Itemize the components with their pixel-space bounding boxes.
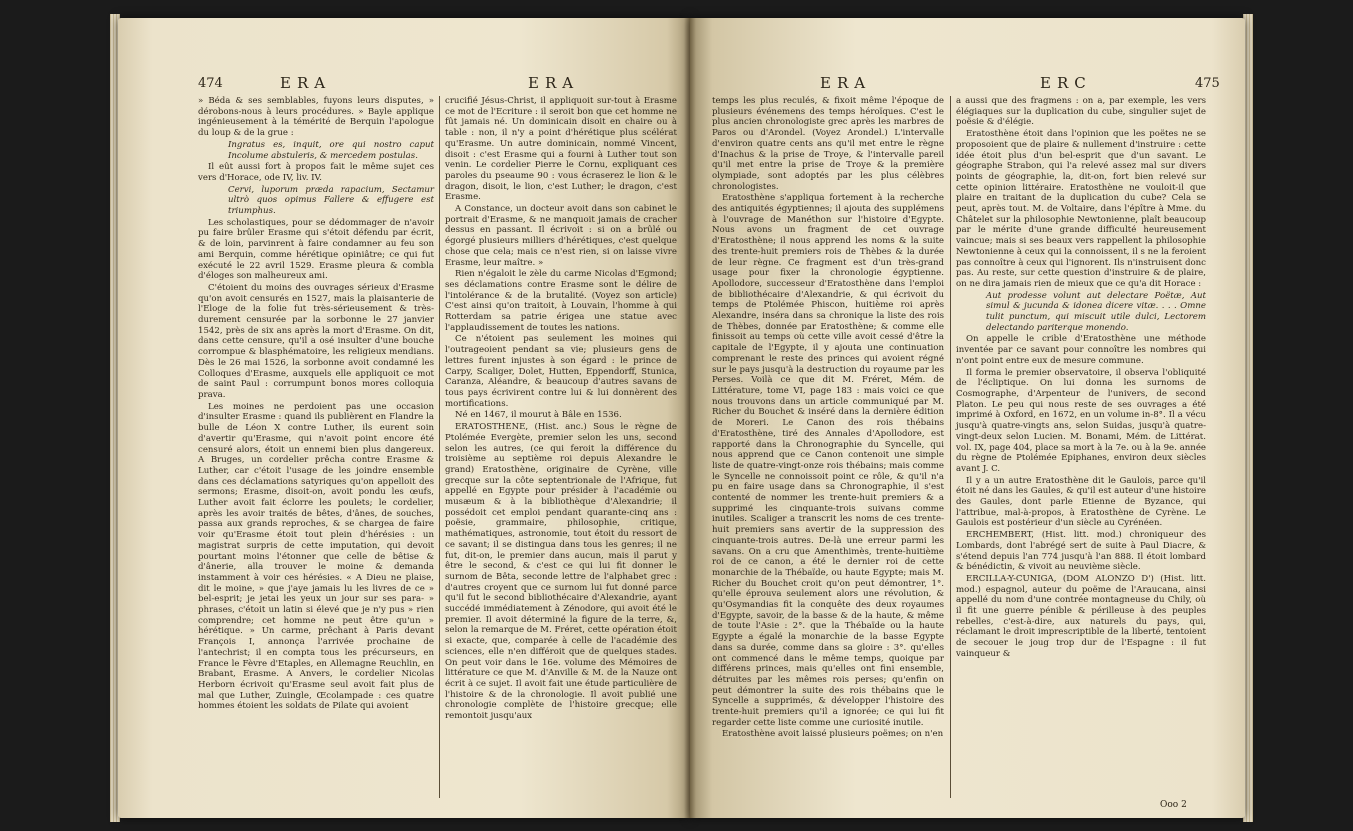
right-column-1: [712, 96, 944, 808]
paragraph: Rien n'égaloit le zèle du carme Nicolas d'Egmond; ses déclamations contre Erasme sont le délire de l'intolérance & de la brutalité. (Voyez son article) C'est ainsi qu'on traitoit, à Louvain, l'homme à qui Rotterdam sa patrie érigea une statue avec l'applaudissement de toutes les nations.: [445, 269, 677, 333]
left-header-col2: ERA: [528, 74, 580, 92]
paragraph: a aussi que des fragmens : on a, par exemple, les vers élégiaques sur la duplication du cube, singulier sujet de poësie & d'élégie.: [956, 96, 1206, 128]
right-page-number: 475: [1195, 76, 1220, 91]
column-rule: [950, 96, 951, 798]
paragraph: Les moines ne perdoient pas une occasion d'insulter Erasme : quand ils publièrent en Flandre la bulle de Léon X contre Luther, ils eurent soin d'avertir qu'Erasme, qui n'avoit point encore été censuré alors, étoit un ennemi bien plus dangereux. A Bruges, un cordelier prêcha contre Erasme & Luther, car c'étoit l'usage de les joindre ensemble dans ces déclamations satyriques qu'on appelloit des sermons; Erasme, disoit-on, avoit pondu les œufs, Luther avoit fait éclorre les poulets; le cordelier, après les avoir traités de bêtes, d'ânes, de souches, passa aux grands reproches, & se chargea de faire voir qu'Erasme étoit tout plein d'hérésies : un magistrat surpris de cette imputation, qui devoit pourtant moins l'étonner que celle de bêtise & d'ânerie, alla trouver le moine & demanda instamment à voir ces hérésies. « A Dieu ne plaise, dit le moine, » que j'aye jamais lu les livres de ce » bel-esprit; je jetai les yeux un jour sur ses para- » phrases, c'étoit un latin si élevé que je n'y pus » rien comprendre; cet homme ne peut être qu'un » hérétique. » Un carme, prêchant à Paris devant François I, annonça l'arrivée prochaine de l'antechrist; il en compta tous les précurseurs, en France le Fèvre d'Etaples, en Allemagne Reuchlin, en Brabant, Erasme. A Anvers, le cordelier Nicolas Herborn écrivoit qu'Erasme seul avoit fait plus de mal que Luther, Zuingle, Œcolampade : ces quatre hommes étoient les soldats de Pilate qui avoient: [198, 401, 434, 712]
right-header-col1: ERA: [820, 74, 872, 92]
left-header-col1: ERA: [280, 74, 332, 92]
paragraph: Né en 1467, il mourut à Bâle en 1536.: [455, 410, 622, 421]
right-column-2: [956, 96, 1206, 796]
paragraph: ERCILLA-Y-CUNIGA, (DOM ALONZO D') (Hist. litt. mod.) espagnol, auteur du poëme de l'Araucana, ainsi appellé du nom d'une contrée montagneuse du Chily, où il fit une guerre pénible & périlleuse à des peuples rebelles, c'est-à-dire, aux naturels du pays, qui, réclamant le droit imprescriptible de la liberté, tentoient de secouer le joug trop dur de l'Espagne : il fut vainqueur &: [956, 573, 1206, 659]
paragraph: Eratosthène s'appliqua fortement à la recherche des antiquités égyptiennes; il ajouta des supplémens à l'ouvrage de Manéthon sur l'histoire d'Egypte. Nous avons un fragment de cet ouvrage d'Eratosthène; il nous apprend les noms & la suite des trente-huit premiers rois de Thèbes & la durée de leur règne. Ce fragment est d'un très-grand usage pour fixer la chronologie égyptienne. Apollodore, successeur d'Eratosthène dans l'emploi de bibliothécaire d'Alexandrie, & qui écrivoit du temps de Ptolémée Phiscon, huitième roi après Alexandre, inséra dans sa chronique la liste des rois de Thèbes, donnée par Eratosthène; & comme elle finissoit au temps où cette ville avoit cessé d'être la capitale de l'Egypte, il y ajouta une continuation comprenant le reste des princes qui avoient régné sur le pays jusqu'à la destruction du royaume par les Perses. Voilà ce que dit M. Fréret, Mém. de Littérature, tome VI, page 183 : mais voici ce que nous trouvons dans un article communiqué par M. Richer du Bouchet & inséré dans la dernière édition de Moreri. Le Canon des rois thébains d'Eratosthène, tiré des Annales d'Apollodore, est rapporté dans la Chronographie du Syncelle, qui nous apprend que ce Canon contenoit une simple liste de quatre-vingt-onze rois thébains; mais comme le Syncelle ne connoissoit point ce rôle, & qu'il n'a pu en faire usage dans sa Chronographie, il s'est contenté de nommer les trente-huit premiers & a supprimé les cinquante-trois suivans comme inutiles. Scaliger a transcrit les noms de ces trente-huit premiers sans avertir de la suppression des cinquante-trois autres. De-là une erreur parmi les savans. On a cru que Amenthimès, trente-huitième roi de ce canon, a été le dernier roi de cette monarchie de la Thébaïde, ou haute Egypte; mais M. Richer du Bouchet croit qu'on peut démontrer, 1°. qu'elle éprouva seulement alors une révolution, & qu'Osymandias fit la conquête des deux royaumes d'Egypte, savoir, de la basse & de la haute, & même de toute l'Asie : 2°. que la Thébaïde ou la haute Egypte a égalé la monarchie de la basse Egypte dans sa durée, comme dans sa gloire : 3°. qu'elles ont commencé dans le même temps, quoique par différens princes, mais qu'elles ont fini ensemble, détruites par les mêmes rois perses; qu'enfin on peut démontrer la suite des rois thébains que le Syncelle a supprimés, & développer l'histoire des trente-huit premiers qu'il a ignorée; ce qui lui fit regarder cette liste comme une curiosité inutile.: [712, 193, 944, 728]
book-gutter: [684, 18, 696, 818]
left-column-1: [198, 96, 434, 808]
left-page: [118, 18, 690, 818]
paragraph: ERCHEMBERT, (Hist. litt. mod.) chroniqueur des Lombards, dont l'abrégé sert de suite à Paul Diacre, & s'étend depuis l'an 774 jusqu'à l'an 888. Il étoit lombard & bénédictin, & vivoit au neuvième siècle.: [956, 530, 1206, 573]
paragraph: » Béda & ses semblables, fuyons leurs disputes, » dérobons-nous à leurs procédures. » Bayle applique ingénieusement à la témérité de Berquin l'apologue du loup & de la grue :: [198, 96, 434, 139]
paragraph: Ce n'étoient pas seulement les moines qui l'outrageoient pendant sa vie; plusieurs gens de lettres furent injustes à son égard : le prince de Carpy, Scaliger, Dolet, Hutten, Eppendorff, Stunica, Caranza, Aléandre, & beaucoup d'autres savans de tous pays écrivirent contre lui & lui donnèrent des mortifications.: [445, 334, 677, 409]
paragraph: Il eût aussi fort à propos fait le même sujet ces vers d'Horace, ode IV, liv. IV.: [198, 162, 434, 183]
paragraph: Eratosthène avoit laissé plusieurs poëmes; on n'en: [722, 729, 944, 740]
signature-mark: Ooo 2: [1160, 800, 1187, 810]
right-page: [690, 18, 1245, 818]
paragraph: C'étoient du moins des ouvrages sérieux d'Erasme qu'on avoit censurés en 1527, mais la plaisanterie de l'Eloge de la folie fut très-sérieusement & très-durement censurée par la sorbonne le 27 janvier 1542, près de six ans après la mort d'Erasme. On dit, dans cette censure, qu'il a osé insulter d'une bouche corrompue & blasphématoire, les religieux mendians. Dès le 26 mai 1526, la sorbonne avoit condamné les Colloques d'Erasme, auxquels elle appliquoit ce mot de saint Paul : corrumpunt bonos mores colloquia prava.: [198, 282, 434, 400]
left-column-2: [445, 96, 677, 808]
latin-quote: Ingratus es, inquit, ore qui nostro caput Incolume abstuleris, & mercedem postulas.: [228, 139, 434, 161]
right-header-col2: ERC: [1040, 74, 1092, 92]
paragraph: A Constance, un docteur avoit dans son cabinet le portrait d'Erasme, & ne manquoit jamais de cracher dessus en passant. Il écrivoit : si on a brûlé ou égorgé plusieurs milliers d'hérétiques, c'est quelque chose que cela; mais ce n'est rien, si on laisse vivre Erasme, leur maître. »: [445, 204, 677, 268]
paragraph: crucifié Jésus-Christ, il appliquoit sur-tout à Erasme ce mot de l'Ecriture : il seroit bon que cet homme ne fût jamais né. Un dominicain disoit en chaire ou à table : non, il n'y a point d'hérétique plus scélérat qu'Erasme. Un autre dominicain, nommé Vincent, disoit : c'est Erasme qui a fourni à Luther tout son venin. Le cordelier Pierre le Cornu, expliquant ces paroles du pseaume 90 : vous écraserez le lion & le dragon, disoit, le lion, c'est Luther; le dragon, c'est Erasme.: [445, 96, 677, 203]
latin-quote: Aut prodesse volunt aut delectare Poëtæ, Aut simul & jucunda & idonea dicere vitæ. . . . Omne tulit punctum, qui miscuit utile dulci, Lectorem delectando pariterque monendo.: [986, 290, 1206, 333]
latin-quote: Cervi, luporum præda rapacium, Sectamur ultrò quos opimus Fallere & effugere est triumphus.: [228, 184, 434, 217]
paragraph: ERATOSTHENE, (Hist. anc.) Sous le règne de Ptolémée Evergète, premier selon les uns, second selon les autres, (ce qui feroit la différence du troisième au septième roi depuis Alexandre le grand) Eratosthène, originaire de Cyrène, ville grecque sur la côte septentrionale de l'Afrique, fut appellé en Egypte pour présider à l'académie ou musæum & à la bibliothèque d'Alexandrie; il possédoit cet emploi pendant quarante-cinq ans : poësie, grammaire, philosophie, critique, mathématiques, astronomie, tout étoit du ressort de ce savant; il se distingua dans tous les genres; il ne fut, dit-on, le premier dans aucun, mais il parut y être le second, & c'est ce qui lui fit donner le surnom de Bêta, seconde lettre de l'alphabet grec : d'autres croyent que ce surnom lui fut donné parce qu'il fut le second bibliothécaire d'Alexandrie, ayant succédé immédiatement à Zénodore, qui avoit été le premier. Il avoit déterminé la figure de la terre, &, selon la remarque de M. Fréret, cette opération étoit si exacte, que, comparée à celle de l'académie des sciences, elle n'en différoit que de quelques stades. On peut voir dans le 16e. volume des Mémoires de littérature ce que M. d'Anville & M. de la Nauze ont écrit à ce sujet. Il avoit fait une étude particulière de l'histoire & de la chronologie. Il avoit publié une chronologie complète de l'histoire grecque; elle remontoit jusqu'aux: [445, 422, 677, 722]
left-page-number: 474: [198, 76, 223, 91]
paragraph: Eratosthène étoit dans l'opinion que les poëtes ne se proposoient que de plaire & nullement d'instruire : cette idée étoit plus d'un bel-esprit que d'un savant. Le géographe Strabon, qui l'a relevé assez mal sur divers points de géographie, la, dit-on, fort bien relevé sur cette opinion littéraire. Eratosthène ne vouloit-il que plaire en traitant de la duplication du cube? Cela se peut, après tout. M. de Voltaire, dans l'épître à Mme. du Châtelet sur la philosophie Newtonienne, plaît beaucoup par le mérite d'une grande difficulté heureusement vaincue; mais si ses beaux vers rappellent la philosophie Newtonienne à ceux qui la connoissent, il s ne la feroient pas connoître à ceux qui l'ignorent. Ils n'instruisent donc pas. Au reste, sur cette question d'instruire & de plaire, on ne dira jamais rien de mieux que ce qu'a dit Horace :: [956, 129, 1206, 289]
paragraph: On appelle le crible d'Eratosthène une méthode inventée par ce savant pour connoître les nombres qui n'ont point entre eux de mesure commune.: [956, 334, 1206, 366]
paragraph: temps les plus reculés, & fixoit même l'époque de plusieurs événemens des temps héroïques. C'est le plus ancien chronologiste grec après les marbres de Paros ou d'Arondel. (Voyez Arondel.) L'intervalle d'environ quatre cents ans qu'il met entre le règne d'Inachus & la prise de Troye, & l'intervalle pareil qu'il met entre la prise de Troye & la première olympiade, sont adoptés par les plus célèbres chronologistes.: [712, 96, 944, 192]
paragraph: Les scholastiques, pour se dédommager de n'avoir pu faire brûler Erasme qui s'étoit défendu par écrit, & de loin, parvinrent à faire condamner au feu son ami Berquin, comme hérétique opiniâtre; ce qui fut exécuté le 22 avril 1529. Erasme pleura & combla d'éloges son malheureux ami.: [198, 217, 434, 282]
paragraph: Il forma le premier observatoire, il observa l'obliquité de l'écliptique. On lui donna les surnoms de Cosmographe, d'Arpenteur de l'univers, de second Platon. Le peu qui nous reste de ses ouvrages a été imprimé à Oxford, en 1672, en un volume in-8°. Il a vécu jusqu'à quatre-vingts ans, selon Suidas, jusqu'à quatre-vingt-deux selon Lucien. M. Bonami, Mém. de Littérat. vol. IX, page 404, place sa mort à la 7e. ou à la 9e. année du règne de Ptolémée Epiphanes, environ deux siècles avant J. C.: [956, 367, 1206, 474]
paragraph: Il y a un autre Eratosthène dit le Gaulois, parce qu'il étoit né dans les Gaules, & qu'il est auteur d'une histoire des Gaules, dont parle Etienne de Byzance, qui l'attribue, mal-à-propos, à Eratosthène de Cyrène. Le Gaulois est postérieur d'un siècle au Cyrénéen.: [956, 475, 1206, 529]
column-rule: [439, 96, 440, 798]
